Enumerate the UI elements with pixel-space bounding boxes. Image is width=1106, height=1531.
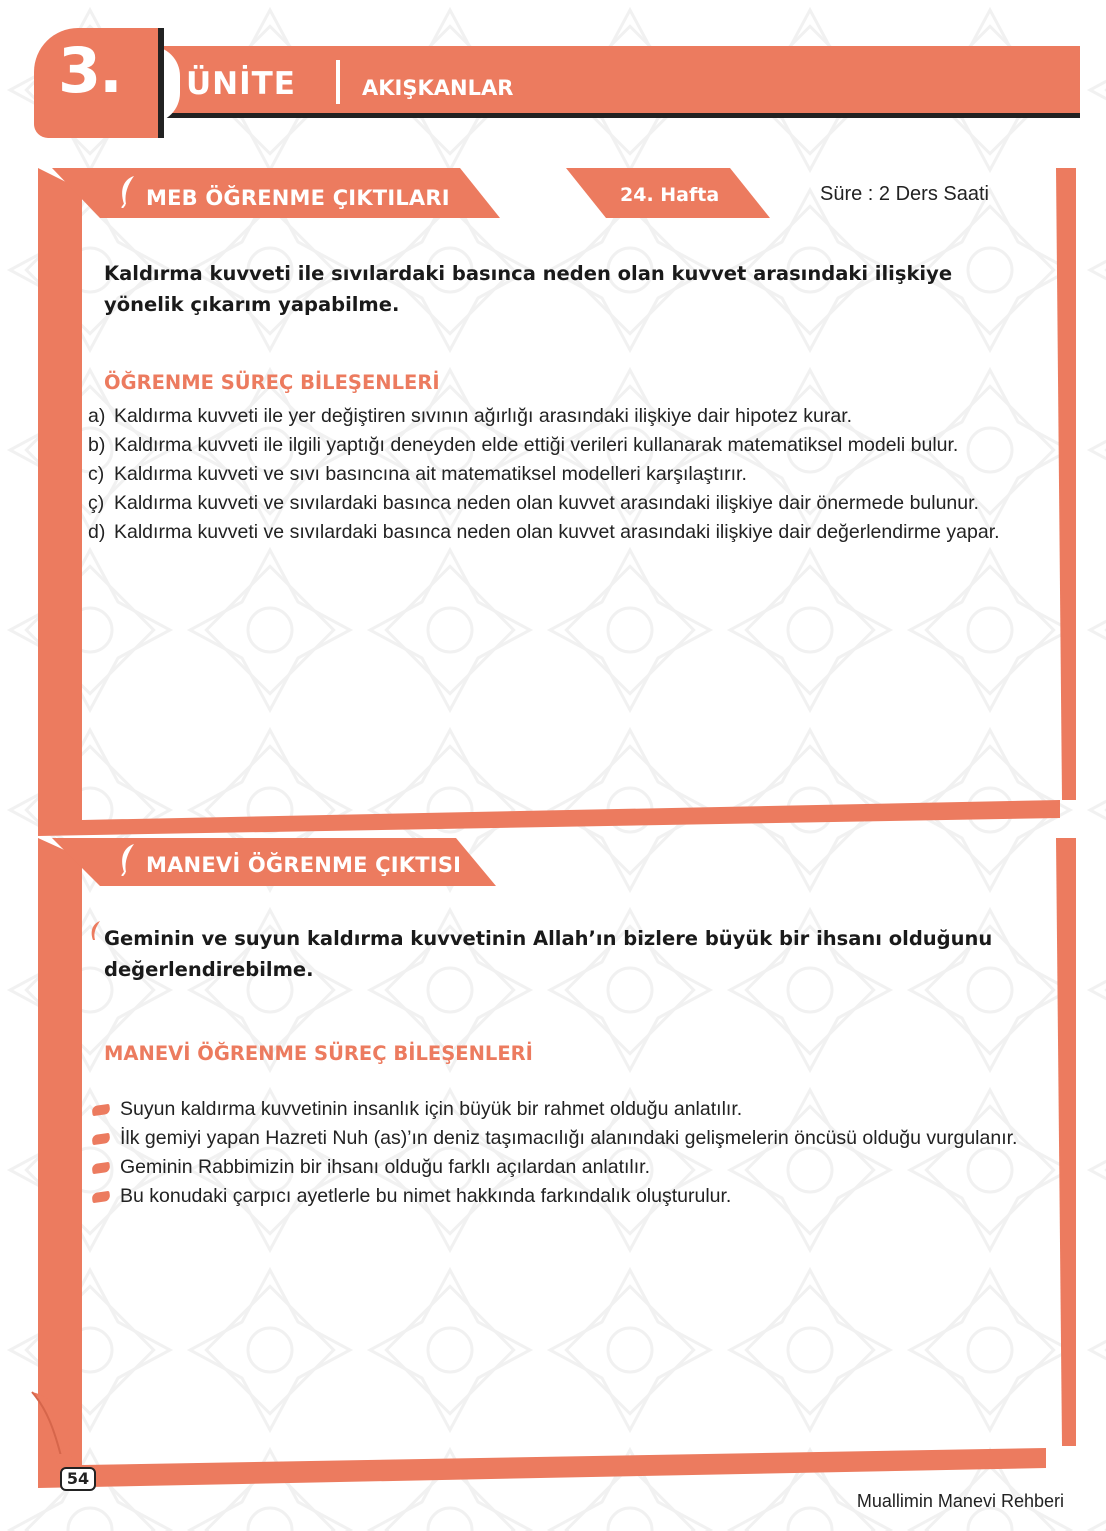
bullet-icon bbox=[91, 1191, 110, 1203]
book-title: Muallimin Manevi Rehberi bbox=[856, 1491, 1064, 1511]
quill-pen-icon bbox=[24, 1388, 94, 1472]
list-item bbox=[88, 402, 1040, 431]
feather-icon bbox=[88, 920, 102, 942]
manevi-components-list bbox=[90, 1095, 1040, 1211]
list-item-text: Geminin Rabbimizin bir ihsanı olduğu farklı açılardan anlatılır. bbox=[120, 1156, 651, 1178]
list-item-text: Kaldırma kuvveti ve sıvılardaki basınca neden olan kuvvet arasındaki ilişkiye dair önermede bulunur. bbox=[114, 492, 979, 514]
list-marker: d) bbox=[88, 521, 106, 543]
unit-separator bbox=[336, 60, 340, 104]
bullet-icon bbox=[91, 1104, 110, 1116]
bullet-icon bbox=[91, 1133, 110, 1145]
list-item bbox=[88, 460, 1040, 489]
page-number: 54 bbox=[60, 1467, 96, 1491]
duration-label: Süre : 2 Ders Saati bbox=[820, 183, 989, 205]
meb-outcome-text: Kaldırma kuvveti ile sıvılardaki basınca neden olan kuvvet arasındaki ilişkiye yönelik çıkarım yapabilme. bbox=[104, 262, 953, 316]
feather-icon bbox=[116, 842, 138, 876]
week-label: 24. Hafta bbox=[620, 184, 720, 206]
unit-label: ÜNİTE bbox=[186, 66, 296, 102]
list-marker: a) bbox=[88, 405, 106, 427]
list-marker: b) bbox=[88, 434, 106, 456]
list-item-text: Kaldırma kuvveti ile yer değiştiren sıvının ağırlığı arasındaki ilişkiye dair hipotez kurar. bbox=[114, 405, 853, 427]
list-item bbox=[90, 1182, 1040, 1211]
list-marker: c) bbox=[88, 463, 105, 485]
components-list bbox=[88, 402, 1040, 547]
unit-subject: AKIŞKANLAR bbox=[362, 76, 514, 100]
list-marker: ç) bbox=[88, 492, 105, 514]
list-item bbox=[88, 489, 1040, 518]
list-item bbox=[90, 1124, 1040, 1153]
unit-number: 3. bbox=[58, 34, 121, 107]
list-item-text: Bu konudaki çarpıcı ayetlerle bu nimet hakkında farkındalık oluşturulur. bbox=[120, 1185, 732, 1207]
manevi-components-title: MANEVİ ÖĞRENME SÜREÇ BİLEŞENLERİ bbox=[104, 1042, 533, 1065]
list-item bbox=[88, 518, 1040, 547]
list-item bbox=[88, 431, 1040, 460]
list-item-text: Kaldırma kuvveti ve sıvılardaki basınca neden olan kuvvet arasındaki ilişkiye dair değerlendirme yapar. bbox=[114, 521, 1000, 543]
components-title: ÖĞRENME SÜREÇ BİLEŞENLERİ bbox=[104, 371, 440, 394]
list-item-text: Kaldırma kuvveti ve sıvı basıncına ait matematiksel modelleri karşılaştırır. bbox=[114, 463, 747, 485]
feather-icon bbox=[116, 174, 138, 208]
manevi-outcome-text: Geminin ve suyun kaldırma kuvvetinin Allah’ın bizlere büyük bir ihsanı olduğunu değerlendirebilme. bbox=[104, 927, 993, 981]
section-title-manevi: MANEVİ ÖĞRENME ÇIKTISI bbox=[146, 853, 462, 877]
list-item bbox=[90, 1095, 1040, 1124]
list-item-text: Suyun kaldırma kuvvetinin insanlık için büyük bir rahmet olduğu anlatılır. bbox=[120, 1098, 743, 1120]
list-item-text: İlk gemiyi yapan Hazreti Nuh (as)’ın deniz taşımacılığı alanındaki gelişmelerin öncüsü olduğu vurgulanır. bbox=[120, 1127, 1018, 1149]
section-title-meb: MEB ÖĞRENME ÇIKTILARI bbox=[146, 186, 450, 210]
bullet-icon bbox=[91, 1162, 110, 1174]
list-item bbox=[90, 1153, 1040, 1182]
list-item-text: Kaldırma kuvveti ile ilgili yaptığı deneyden elde ettiği verileri kullanarak matematiksel modeli bulur. bbox=[114, 434, 959, 456]
